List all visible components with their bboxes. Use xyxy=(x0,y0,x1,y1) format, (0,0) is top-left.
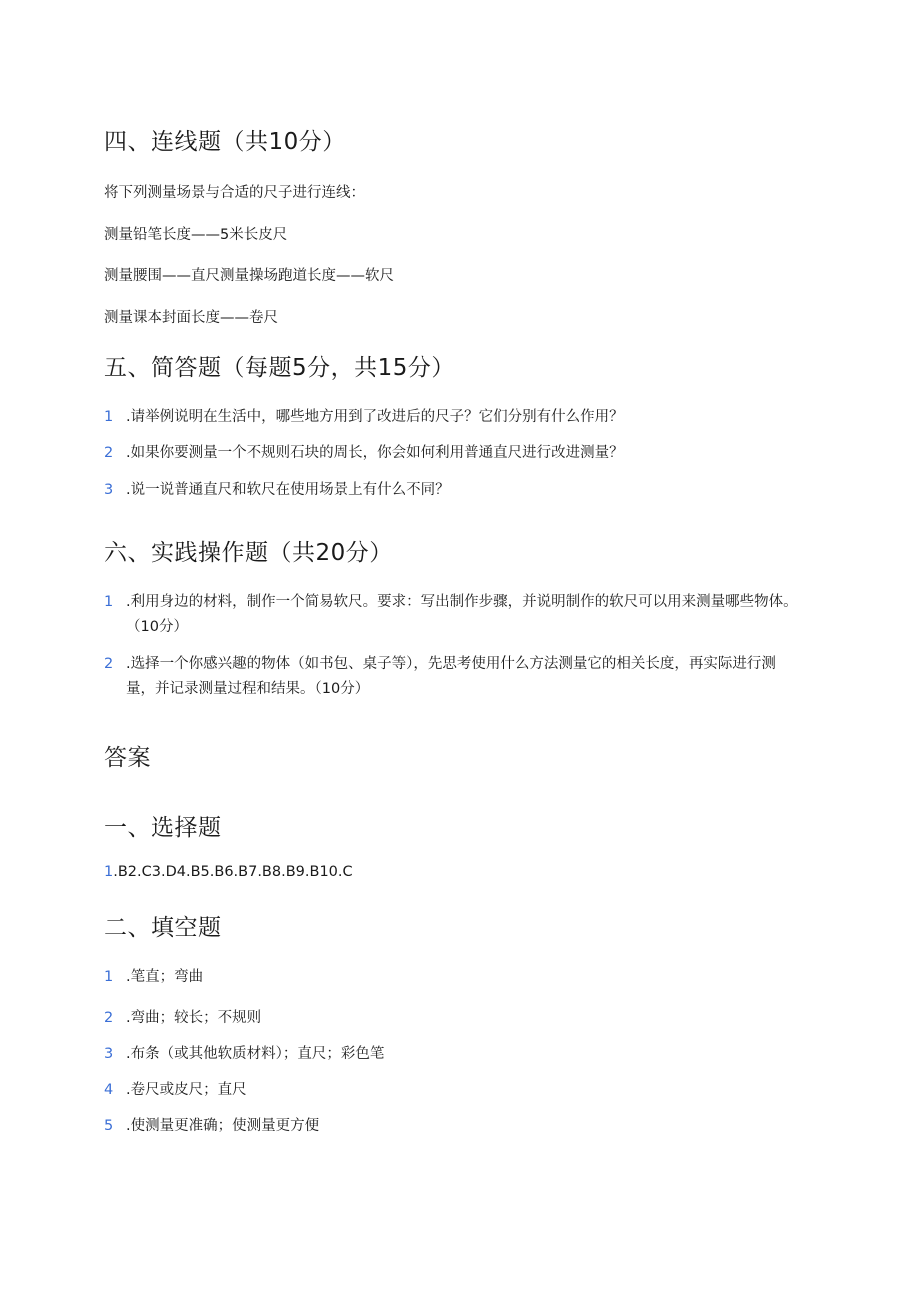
question-number: 1 xyxy=(104,409,114,425)
question-text: .选择一个你感兴趣的物体（如书包、桌子等），先思考使用什么方法测量它的相关长度，再实际进行测量，并记录测量过程和结果。（10分） xyxy=(126,656,776,697)
question-number: 2 xyxy=(104,656,114,672)
section-4-intro: 将下列测量场景与合适的尺子进行连线： xyxy=(104,185,365,201)
matching-line: 测量铅笔长度——5米长皮尺 xyxy=(104,227,288,243)
answer-item xyxy=(104,965,804,990)
answers-title: 答案 xyxy=(104,745,151,771)
matching-line: 测量腰围——直尺测量操场跑道长度——软尺 xyxy=(104,268,394,284)
answer-item xyxy=(104,1006,804,1031)
answer-number: 3 xyxy=(104,1046,114,1062)
matching-line: 测量课本封面长度——卷尺 xyxy=(104,310,278,326)
question-item xyxy=(104,441,804,466)
question-item xyxy=(104,590,799,640)
answer-text: .卷尺或皮尺；直尺 xyxy=(126,1082,247,1098)
question-number: 3 xyxy=(104,482,114,498)
answer-number: 1 xyxy=(104,969,114,985)
question-text: .请举例说明在生活中，哪些地方用到了改进后的尺子？它们分别有什么作用？ xyxy=(126,409,624,425)
answer-number: 1 xyxy=(104,864,114,880)
question-number: 2 xyxy=(104,445,114,461)
answers-fill-title: 二、填空题 xyxy=(104,915,222,941)
answer-number: 4 xyxy=(104,1082,114,1098)
answers-choice-title: 一、选择题 xyxy=(104,815,222,841)
answer-item xyxy=(104,1078,804,1103)
answer-text: .使测量更准确；使测量更方便 xyxy=(126,1118,320,1134)
section-4-title: 四、连线题（共10分） xyxy=(104,129,346,155)
answer-text: .笔直；弯曲 xyxy=(126,969,204,985)
question-item xyxy=(104,405,804,430)
answer-item xyxy=(104,1114,804,1139)
question-text: .说一说普通直尺和软尺在使用场景上有什么不同？ xyxy=(126,482,450,498)
answer-text: .布条（或其他软质材料）；直尺；彩色笔 xyxy=(126,1046,385,1062)
question-number: 1 xyxy=(104,594,114,610)
choice-answers xyxy=(104,861,353,883)
answer-number: 2 xyxy=(104,1010,114,1026)
choice-answer-text: .B2.C3.D4.B5.B6.B7.B8.B9.B10.C xyxy=(113,864,353,880)
answer-item xyxy=(104,1042,804,1067)
answer-text: .弯曲；较长；不规则 xyxy=(126,1010,262,1026)
question-text: .利用身边的材料，制作一个简易软尺。要求：写出制作步骤，并说明制作的软尺可以用来测量哪些物体。（10分） xyxy=(126,594,798,635)
question-item xyxy=(104,652,799,702)
section-5-title: 五、简答题（每题5分，共15分） xyxy=(104,355,455,381)
question-text: .如果你要测量一个不规则石块的周长，你会如何利用普通直尺进行改进测量？ xyxy=(126,445,624,461)
question-item xyxy=(104,478,804,503)
section-6-title: 六、实践操作题（共20分） xyxy=(104,540,393,566)
answer-number: 5 xyxy=(104,1118,114,1134)
